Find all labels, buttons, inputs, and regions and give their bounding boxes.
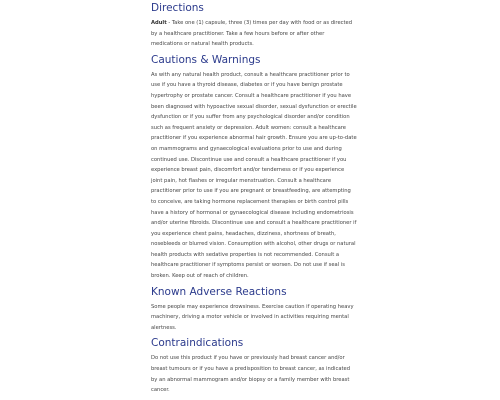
adverse-reactions-heading: Known Adverse Reactions [151,285,287,298]
directions-body: - Take one (1) capsule, three (3) times per day with food or as directed by a healthcare practitioner. Take a few hours before or after other medications or natural health products. [151,20,353,48]
contraindications-text: Do not use this product if you have or previously had breast cancer and/or breast tumours or if you have a predisposition to breast cancer, as indicated by an abnormal mammogram and/or biopsy or a family member with breast cancer. [151,355,351,394]
directions-text [151,18,357,50]
directions-lead: Adult [151,20,167,26]
content-column [151,0,357,396]
contraindications-heading: Contraindications [151,337,244,350]
adverse-reactions-text: Some people may experience drowsiness. Exercise caution if operating heavy machinery, driving a motor vehicle or involved in activities requiring mental alertness. [151,303,354,331]
cautions-heading: Cautions & Warnings [151,53,261,66]
directions-heading: Directions [151,2,204,14]
cautions-text: As with any natural health product, consult a healthcare practitioner prior to use if you have a thyroid disease, diabetes or if you have benign prostate hypertrophy or prostate cancer. Consult a healthcare practitioner if you have been diagnosed with hypoactive sexual disorder, sexual dysfunction or erectile dysfunction or if you suffer from any psychological disorder and/or condition such as frequent anxiety or depression. Adult women: consult a healthcare practitioner if you experience abnormal hair growth. Ensure you are up-to-date on mammograms and gynaecological evaluations prior to use and during continued use. Discontinue use and consult a healthcare practitioner if you experience breast pain, discomfort and/or tenderness or if you experience joint pain, hot flashes or irregular menstruation. Consult a healthcare practitioner prior to use if you are pregnant or breastfeeding, are attempting to conceive, are taking hormone replacement therapies or birth control pills have a history of hormonal or gynaecological disease including endometriosis and/or uterine fibroids. Discontinue use and consult a healthcare practitioner if you experience chest pains, headaches, dizziness, shortness of breath, nosebleeds or blurred vision. Consumption with alcohol, other drugs or natural health products with sedative properties is not recommended. Consult a healthcare practitioner if symptoms persist or worsen. Do not use if seal is broken. Keep out of reach of children. [151,71,357,280]
